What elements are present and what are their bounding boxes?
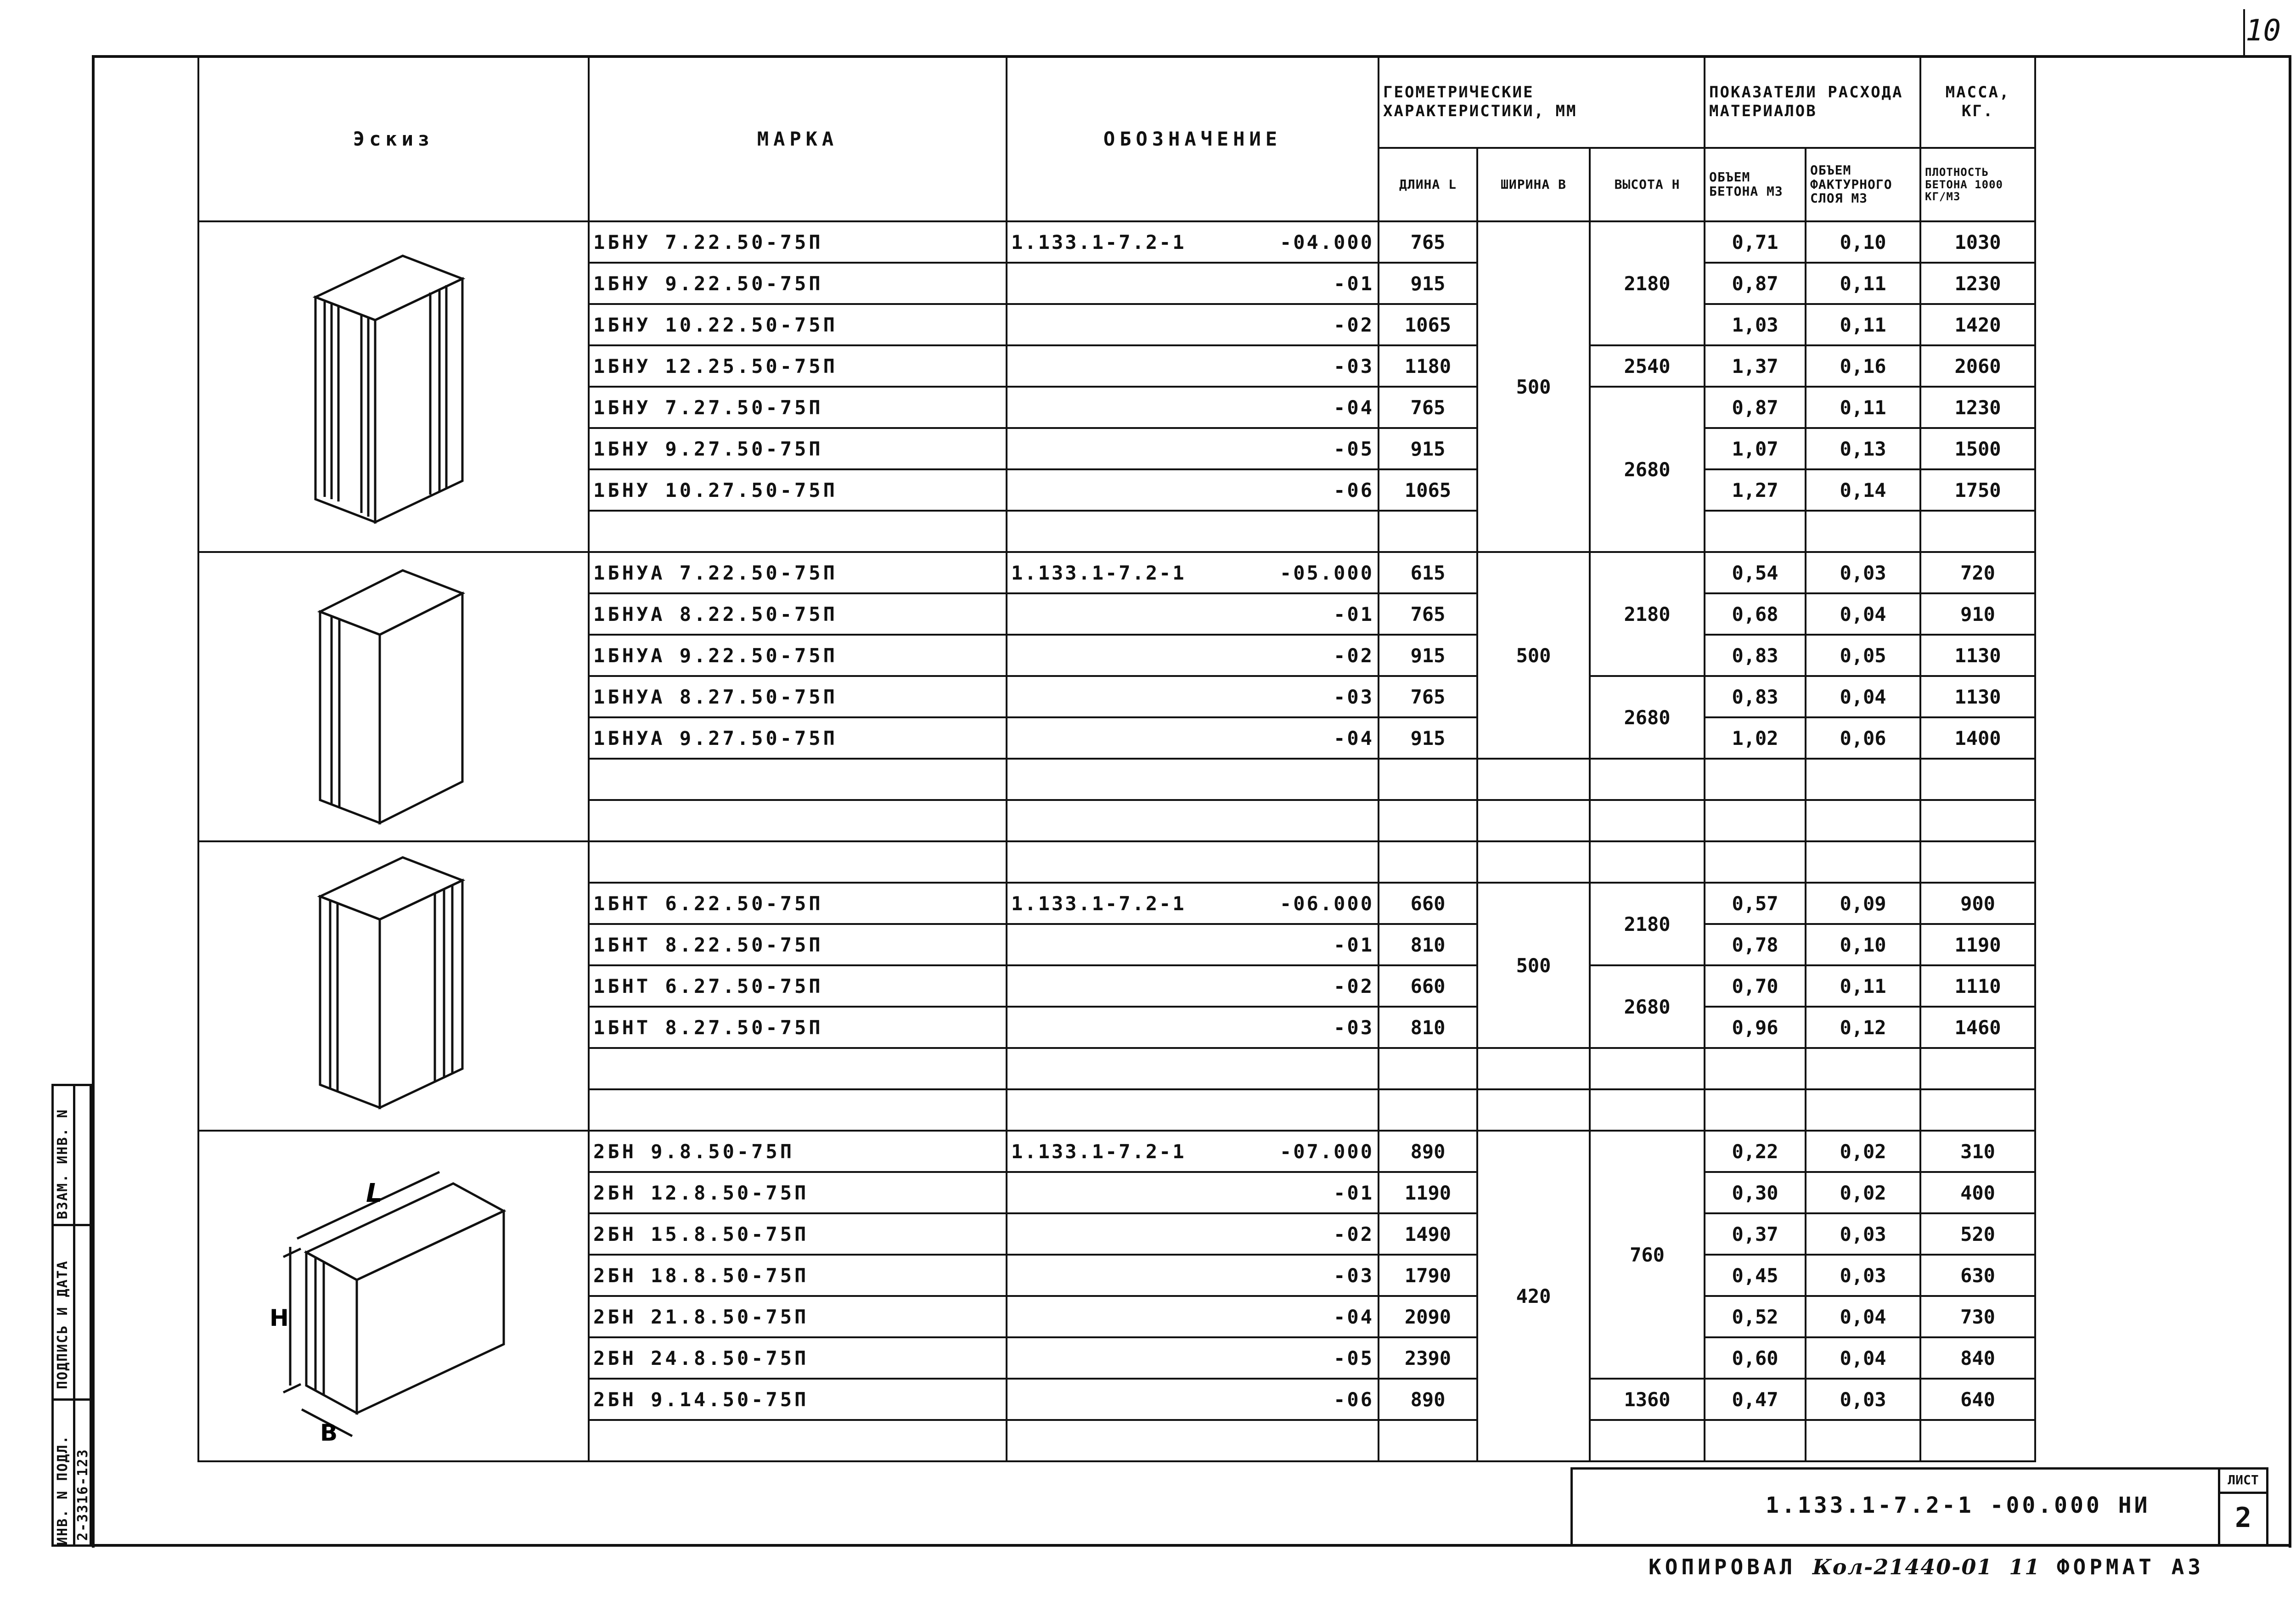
row-mark: 1БНУ 7.27.50-75П (589, 387, 1007, 428)
row-facing: 0,11 (1806, 387, 1920, 428)
row-mark: 2БН 12.8.50-75П (589, 1172, 1007, 1213)
footer-copier-name: Кол-21440-01 (1812, 1555, 1993, 1579)
row-mark: 2БН 9.14.50-75П (589, 1379, 1007, 1420)
row-height: 2680 (1590, 676, 1705, 759)
row-facing: 0,10 (1806, 924, 1920, 965)
row-facing: 0,02 (1806, 1172, 1920, 1213)
row-concrete: 0,96 (1705, 1007, 1806, 1048)
lintel-block-sketch-icon (247, 1142, 540, 1445)
row-mass: 1460 (1920, 1007, 2035, 1048)
row-length: 2390 (1379, 1337, 1477, 1379)
footer-format: ФОРМАТ А3 (2056, 1555, 2205, 1579)
row-designation: -02 (1007, 304, 1379, 345)
row-mark: 1БНУА 7.22.50-75П (589, 552, 1007, 593)
row-mass: 720 (1920, 552, 2035, 593)
row-length: 2090 (1379, 1296, 1477, 1337)
row-length: 660 (1379, 883, 1477, 924)
side-stamp-inv-value: 2-3316-123 (75, 1448, 91, 1541)
row-facing: 0,12 (1806, 1007, 1920, 1048)
row-mass: 1500 (1920, 428, 2035, 469)
row-mark: 1БНУ 7.22.50-75П (589, 221, 1007, 263)
footer (1649, 1555, 2204, 1579)
row-facing: 0,14 (1806, 469, 1920, 511)
header-length: ДЛИНА L (1379, 148, 1477, 221)
row-concrete: 0,54 (1705, 552, 1806, 593)
row-concrete: 1,03 (1705, 304, 1806, 345)
header-sketch: Эскиз (198, 56, 589, 221)
row-mark: 1БНУ 10.22.50-75П (589, 304, 1007, 345)
row-concrete: 0,22 (1705, 1131, 1806, 1172)
row-concrete: 0,87 (1705, 263, 1806, 304)
row-mass: 310 (1920, 1131, 2035, 1172)
row-length: 915 (1379, 428, 1477, 469)
row-mass: 1230 (1920, 263, 2035, 304)
document-code: 1.133.1-7.2-1 -00.000 НИ (1766, 1493, 2150, 1518)
side-stamp-signature-label: ПОДПИСЬ И ДАТА (55, 1260, 71, 1389)
row-mark: 1БНУА 8.27.50-75П (589, 676, 1007, 717)
row-concrete: 0,71 (1705, 221, 1806, 263)
row-designation: -03 (1007, 676, 1379, 717)
table-row (198, 221, 2035, 263)
row-facing: 0,03 (1806, 1379, 1920, 1420)
ribbed-block-sketch-icon (297, 237, 490, 531)
row-length: 915 (1379, 717, 1477, 759)
row-mass: 730 (1920, 1296, 2035, 1337)
row-designation (1007, 883, 1379, 924)
side-stamp-divider (54, 1398, 90, 1401)
row-designation (1007, 221, 1379, 263)
row-concrete: 1,37 (1705, 345, 1806, 387)
row-concrete: 0,57 (1705, 883, 1806, 924)
header-designation: ОБОЗНАЧЕНИЕ (1007, 56, 1379, 221)
sketch-width-label: B (320, 1420, 338, 1445)
row-facing: 0,06 (1806, 717, 1920, 759)
sheet-number: 2 (2234, 1502, 2252, 1534)
row-height: 760 (1590, 1131, 1705, 1379)
row-concrete: 0,78 (1705, 924, 1806, 965)
row-designation-suffix: -07.000 (1279, 1140, 1374, 1163)
row-concrete: 0,83 (1705, 635, 1806, 676)
row-designation-prefix: 1.133.1-7.2-1 (1011, 561, 1186, 584)
row-mark: 2БН 15.8.50-75П (589, 1213, 1007, 1255)
row-concrete: 0,70 (1705, 965, 1806, 1007)
group-width: 420 (1477, 1131, 1590, 1461)
sketch-cell (198, 841, 589, 1131)
table-row-empty (198, 841, 2035, 883)
row-mass: 1230 (1920, 387, 2035, 428)
row-mass: 400 (1920, 1172, 2035, 1213)
group-width: 500 (1477, 221, 1590, 552)
row-mark: 1БНТ 8.22.50-75П (589, 924, 1007, 965)
group-width: 500 (1477, 552, 1590, 759)
row-height: 2180 (1590, 552, 1705, 676)
row-designation (1007, 1131, 1379, 1172)
row-concrete: 0,68 (1705, 593, 1806, 635)
sheet-box (2218, 1467, 2268, 1547)
row-length: 1180 (1379, 345, 1477, 387)
row-designation: -02 (1007, 1213, 1379, 1255)
row-facing: 0,03 (1806, 552, 1920, 593)
row-designation: -04 (1007, 717, 1379, 759)
row-designation-suffix: -05.000 (1279, 561, 1374, 584)
row-facing: 0,10 (1806, 221, 1920, 263)
row-designation: -01 (1007, 593, 1379, 635)
row-designation: -02 (1007, 635, 1379, 676)
row-facing: 0,02 (1806, 1131, 1920, 1172)
row-length: 615 (1379, 552, 1477, 593)
footer-copied: КОПИРОВАЛ (1649, 1555, 1796, 1579)
row-length: 1790 (1379, 1255, 1477, 1296)
row-height: 1360 (1590, 1379, 1705, 1420)
row-length: 915 (1379, 263, 1477, 304)
header-geometry: ГЕОМЕТРИЧЕСКИЕ ХАРАКТЕРИСТИКИ, ММ (1379, 56, 1705, 148)
table-row (198, 1131, 2035, 1172)
row-concrete: 0,83 (1705, 676, 1806, 717)
header-concrete-volume: ОБЪЕМ БЕТОНА М3 (1705, 148, 1806, 221)
row-designation-prefix: 1.133.1-7.2-1 (1011, 1140, 1186, 1163)
specification-table (197, 55, 2036, 1462)
row-mass: 1030 (1920, 221, 2035, 263)
side-stamp-divider (54, 1224, 90, 1226)
row-height: 2180 (1590, 883, 1705, 965)
row-mass: 630 (1920, 1255, 2035, 1296)
sketch-cell (198, 1131, 589, 1461)
row-concrete: 1,02 (1705, 717, 1806, 759)
row-mass: 900 (1920, 883, 2035, 924)
row-designation: -05 (1007, 428, 1379, 469)
row-mass: 1420 (1920, 304, 2035, 345)
row-designation: -01 (1007, 1172, 1379, 1213)
row-facing: 0,09 (1806, 883, 1920, 924)
row-mark: 1БНТ 6.22.50-75П (589, 883, 1007, 924)
row-facing: 0,16 (1806, 345, 1920, 387)
row-mass: 520 (1920, 1213, 2035, 1255)
header-mark: МАРКА (589, 56, 1007, 221)
row-mark: 2БН 21.8.50-75П (589, 1296, 1007, 1337)
page-number-mark (2243, 9, 2245, 55)
row-concrete: 0,30 (1705, 1172, 1806, 1213)
row-mass: 1110 (1920, 965, 2035, 1007)
row-mark: 2БН 9.8.50-75П (589, 1131, 1007, 1172)
row-height: 2540 (1590, 345, 1705, 387)
row-height: 2680 (1590, 387, 1705, 552)
row-designation: -04 (1007, 387, 1379, 428)
side-stamp (51, 1084, 92, 1547)
row-concrete: 0,60 (1705, 1337, 1806, 1379)
row-length: 1190 (1379, 1172, 1477, 1213)
row-length: 810 (1379, 924, 1477, 965)
row-mass: 840 (1920, 1337, 2035, 1379)
row-facing: 0,04 (1806, 1337, 1920, 1379)
row-mark: 1БНУА 9.27.50-75П (589, 717, 1007, 759)
header-height: ВЫСОТА H (1590, 148, 1705, 221)
row-concrete: 0,47 (1705, 1379, 1806, 1420)
row-mark: 2БН 24.8.50-75П (589, 1337, 1007, 1379)
row-designation-suffix: -06.000 (1279, 892, 1374, 915)
row-facing: 0,04 (1806, 593, 1920, 635)
row-designation: -05 (1007, 1337, 1379, 1379)
sheet-label: ЛИСТ (2228, 1472, 2259, 1487)
sketch-height-label: H (270, 1305, 289, 1331)
row-designation (1007, 552, 1379, 593)
row-designation: -02 (1007, 965, 1379, 1007)
end-block-sketch-icon (297, 846, 490, 1121)
row-designation: -03 (1007, 1007, 1379, 1048)
row-designation: -01 (1007, 263, 1379, 304)
row-mass: 910 (1920, 593, 2035, 635)
row-designation: -03 (1007, 1255, 1379, 1296)
row-concrete: 1,27 (1705, 469, 1806, 511)
title-block (1570, 1467, 2218, 1547)
row-length: 765 (1379, 221, 1477, 263)
sketch-cell (198, 552, 589, 841)
row-length: 1065 (1379, 469, 1477, 511)
row-mark: 1БНУ 9.22.50-75П (589, 263, 1007, 304)
row-length: 810 (1379, 1007, 1477, 1048)
row-length: 660 (1379, 965, 1477, 1007)
row-designation: -03 (1007, 345, 1379, 387)
row-designation: -06 (1007, 469, 1379, 511)
row-mass: 640 (1920, 1379, 2035, 1420)
row-mark: 1БНУА 9.22.50-75П (589, 635, 1007, 676)
header-facing-volume: ОБЪЕМ ФАКТУРНОГО СЛОЯ М3 (1806, 148, 1920, 221)
row-mark: 2БН 18.8.50-75П (589, 1255, 1007, 1296)
row-mark: 1БНУ 10.27.50-75П (589, 469, 1007, 511)
row-length: 765 (1379, 593, 1477, 635)
row-length: 1490 (1379, 1213, 1477, 1255)
row-facing: 0,03 (1806, 1255, 1920, 1296)
row-mass: 1130 (1920, 676, 2035, 717)
sheet-box-divider (2220, 1492, 2266, 1494)
row-facing: 0,11 (1806, 263, 1920, 304)
row-designation: -06 (1007, 1379, 1379, 1420)
row-designation-prefix: 1.133.1-7.2-1 (1011, 231, 1186, 254)
row-length: 1065 (1379, 304, 1477, 345)
header-width: ШИРИНА B (1477, 148, 1590, 221)
row-mass: 1190 (1920, 924, 2035, 965)
header-density: ПЛОТНОСТЬ БЕТОНА 1000 КГ/М3 (1920, 148, 2035, 221)
row-concrete: 1,07 (1705, 428, 1806, 469)
row-mass: 1750 (1920, 469, 2035, 511)
row-height: 2180 (1590, 221, 1705, 345)
footer-format-mark: 11 (2009, 1555, 2041, 1579)
row-mark: 1БНТ 6.27.50-75П (589, 965, 1007, 1007)
row-length: 890 (1379, 1131, 1477, 1172)
row-length: 915 (1379, 635, 1477, 676)
side-stamp-replace-label: ВЗАМ. ИНВ. N (55, 1109, 71, 1219)
row-designation: -04 (1007, 1296, 1379, 1337)
sketch-length-label: L (366, 1178, 383, 1208)
row-concrete: 0,45 (1705, 1255, 1806, 1296)
row-facing: 0,11 (1806, 304, 1920, 345)
page-number: 10 (2245, 14, 2281, 48)
row-mass: 2060 (1920, 345, 2035, 387)
row-length: 765 (1379, 387, 1477, 428)
row-mark: 1БНТ 8.27.50-75П (589, 1007, 1007, 1048)
row-designation-prefix: 1.133.1-7.2-1 (1011, 892, 1186, 915)
row-facing: 0,05 (1806, 635, 1920, 676)
corner-block-sketch-icon (297, 557, 490, 832)
row-concrete: 0,52 (1705, 1296, 1806, 1337)
row-designation: -01 (1007, 924, 1379, 965)
header-mass: МАССА, КГ. (1920, 56, 2035, 148)
row-facing: 0,11 (1806, 965, 1920, 1007)
table-row (198, 552, 2035, 593)
row-facing: 0,04 (1806, 676, 1920, 717)
row-facing: 0,04 (1806, 1296, 1920, 1337)
row-facing: 0,13 (1806, 428, 1920, 469)
row-length: 890 (1379, 1379, 1477, 1420)
row-concrete: 0,37 (1705, 1213, 1806, 1255)
sketch-cell (198, 221, 589, 552)
row-facing: 0,03 (1806, 1213, 1920, 1255)
side-stamp-inv-label: ИНВ. N ПОДЛ. (55, 1435, 71, 1545)
row-mass: 1130 (1920, 635, 2035, 676)
row-length: 765 (1379, 676, 1477, 717)
row-mass: 1400 (1920, 717, 2035, 759)
row-mark: 1БНУ 12.25.50-75П (589, 345, 1007, 387)
row-mark: 1БНУ 9.27.50-75П (589, 428, 1007, 469)
group-width: 500 (1477, 883, 1590, 1048)
row-designation-suffix: -04.000 (1279, 231, 1374, 254)
row-concrete: 0,87 (1705, 387, 1806, 428)
header-materials: ПОКАЗАТЕЛИ РАСХОДА МАТЕРИАЛОВ (1705, 56, 1920, 148)
row-height: 2680 (1590, 965, 1705, 1048)
row-mark: 1БНУА 8.22.50-75П (589, 593, 1007, 635)
